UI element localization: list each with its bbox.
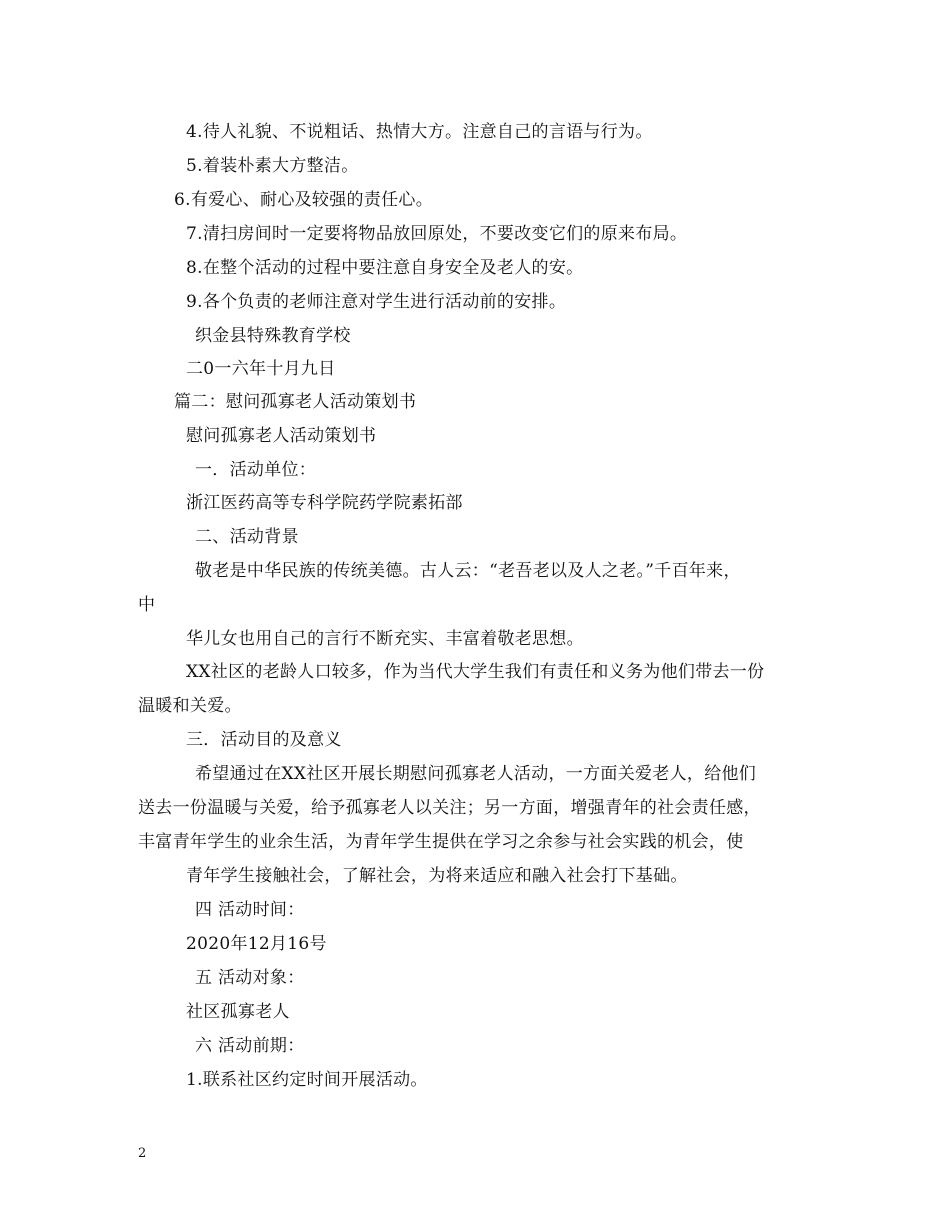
text-line: 六 活动前期： <box>195 1036 305 1056</box>
text-line: 社区孤寡老人 <box>186 1002 290 1022</box>
text-line: 三．活动目的及意义 <box>186 730 342 750</box>
text-line: 青年学生接触社会，了解社会，为将来适应和融入社会打下基础。 <box>186 866 688 886</box>
text-line: 送去一份温暖与关爱，给予孤寡老人以关注；另一方面，增强青年的社会责任感， <box>138 798 761 818</box>
text-line: 温暖和关爱。 <box>138 696 242 716</box>
text-line: 二0一六年十月九日 <box>186 359 336 379</box>
text-line: 7.清扫房间时一定要将物品放回原处，不要改变它们的原来布局。 <box>186 224 688 244</box>
text-line: 五 活动对象： <box>195 968 305 988</box>
text-line: 华儿女也用自己的言行不断充实、丰富着敬老思想。 <box>186 629 584 649</box>
text-line: 一．活动单位： <box>195 460 317 480</box>
text-line: 4.待人礼貌、不说粗话、热情大方。注意自己的言语与行为。 <box>186 122 653 142</box>
text-line: 2020年12月16号 <box>186 934 327 954</box>
text-line: 6.有爱心、耐心及较强的责任心。 <box>174 190 434 210</box>
page-number: 2 <box>138 1146 147 1161</box>
text-line: 丰富青年学生的业余生活，为青年学生提供在学习之余参与社会实践的机会，使 <box>138 832 744 852</box>
section-heading: 篇二：慰问孤寡老人活动策划书 <box>174 392 417 412</box>
text-line: 5.着装朴素大方整洁。 <box>186 156 359 176</box>
text-line: 敬老是中华民族的传统美德。古人云：“老吾老以及人之老。”千百年来， <box>195 561 741 581</box>
text-line: 二、活动背景 <box>195 527 299 547</box>
text-line: 浙江医药高等专科学院药学院素拓部 <box>186 493 463 513</box>
text-line: 希望通过在XX社区开展长期慰问孤寡老人活动，一方面关爱老人，给他们 <box>195 764 757 784</box>
text-line: 1.联系社区约定时间开展活动。 <box>186 1070 428 1090</box>
text-line: 四 活动时间： <box>195 900 305 920</box>
document-title: 慰问孤寡老人活动策划书 <box>186 426 377 446</box>
text-line: 9.各个负责的老师注意对学生进行活动前的安排。 <box>186 292 567 312</box>
text-line: 8.在整个活动的过程中要注意自身安全及老人的安。 <box>186 258 584 278</box>
text-line: 中 <box>138 595 156 615</box>
text-line: 织金县特殊教育学校 <box>195 326 351 346</box>
text-line: XX社区的老龄人口较多，作为当代大学生我们有责任和义务为他们带去一份 <box>186 662 765 682</box>
